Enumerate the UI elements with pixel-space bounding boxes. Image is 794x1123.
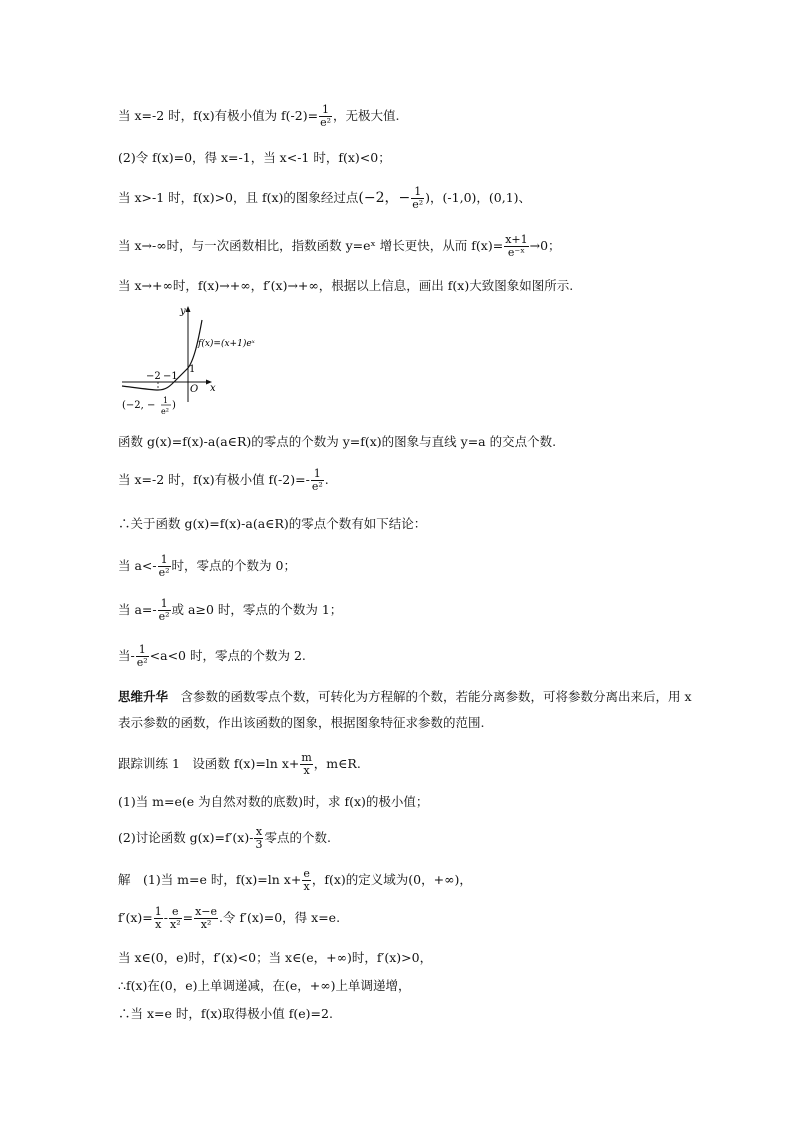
text-line-11: 当- $\frac{1}{\text{e²}}$ <a<0 时，零点的个数为 2. xyxy=(118,643,306,669)
fraction: $\frac{1}{\text{e²}}$ xyxy=(158,553,170,579)
origin-label: O xyxy=(190,384,199,395)
fraction: $\frac{x+1}{\text{e⁻ˣ}}$ xyxy=(505,233,528,259)
point-den: e² xyxy=(161,407,169,416)
fraction: $\frac{e}{x}$ xyxy=(303,867,310,893)
y-axis-arrow xyxy=(186,306,191,312)
fraction: $\frac{x}{3}$ xyxy=(255,825,263,851)
text-line-3: 当 x>-1 时，f(x)>0，且 f(x)的图象经过点(−2，− $\frac{1}{\text{e²}}$ )，(-1,0)，(0,1)、 xyxy=(118,185,532,211)
function-graph xyxy=(118,302,278,420)
text-line-15: (2)讨论函数 g(x)=f′(x)- $\frac{x}{3}$ 零点的个数. xyxy=(118,825,331,851)
text-line-8: ∴关于函数 g(x)=f(x)-a(a∈R)的零点个数有如下结论： xyxy=(118,516,427,531)
fraction: $\frac{m}{x}$ xyxy=(301,751,312,777)
text-line-7: 当 x=-2 时，f(x)有极小值 f(-2)=- $\frac{1}{\text{e²}}$ . xyxy=(118,467,329,493)
text-line-5: 当 x→+∞时，f(x)→+∞，f′(x)→+∞，根据以上信息，画出 f(x)大致图象如图所示. xyxy=(118,278,574,293)
text-line-14: (1)当 m=e(e 为自然对数的底数)时，求 f(x)的极小值； xyxy=(118,794,429,809)
y-label: y xyxy=(180,306,186,317)
text-line-1: 当 x=-2 时，f(x)有极小值为 f(-2)= $\frac{1}{\text{e²}}$ ，无极大值. xyxy=(118,103,400,129)
text-line-20: ∴当 x=e 时，f(x)取得极小值 f(e)=2. xyxy=(118,1006,333,1021)
fraction: $\frac{e}{\text{x²}}$ xyxy=(169,905,181,931)
fraction: $\frac{1}{x}$ xyxy=(154,905,162,931)
text-line-17: f′(x)= $\frac{1}{x}$ - $\frac{e}{\text{x²}}$ = $\frac{x-e}{\text{x²}}$ .令 f′(x)=0，得 x=e. xyxy=(118,905,341,931)
text-line-13: 跟踪训练 1 设函数 f(x)=ln x+ $\frac{m}{x}$ ，m∈R. xyxy=(118,751,361,777)
tick-minus-2: −2 xyxy=(146,371,161,382)
fraction: $\frac{1}{\text{e²}}$ xyxy=(158,597,170,623)
summary-heading: 思维升华 xyxy=(118,689,169,704)
point-label-a: (−2, − xyxy=(122,400,156,411)
point-label-b: ) xyxy=(172,400,176,411)
x-label: x xyxy=(210,383,216,394)
text-line-16: 解 (1)当 m=e 时，f(x)=ln x+ $\frac{e}{x}$ ，f(x)的定义域为(0，+∞)， xyxy=(118,867,472,893)
text-line-2: (2)令 f(x)=0，得 x=-1，当 x<-1 时，f(x)<0； xyxy=(118,150,391,165)
tick-minus-1: −1 xyxy=(163,371,178,382)
text-line-4: 当 x→-∞时，与一次函数相比，指数函数 y=eˣ 增长更快，从而 f(x)= $\frac{x+1}{\text{e⁻ˣ}}$ →0； xyxy=(118,233,561,259)
fraction: $\frac{x-e}{\text{x²}}$ xyxy=(195,905,218,931)
fraction: $\frac{1}{\text{e²}}$ xyxy=(320,103,332,129)
fraction: $\frac{1}{\text{e²}}$ xyxy=(412,185,424,211)
text-line-19: ∴f(x)在(0，e)上单调递减，在(e，+∞)上单调递增， xyxy=(118,978,411,993)
text-line-10: 当 a=- $\frac{1}{\text{e²}}$ 或 a≥0 时，零点的个数为 1； xyxy=(118,597,343,623)
text-line-6: 函数 g(x)=f(x)-a(a∈R)的零点的个数为 y=f(x)的图象与直线 y=a 的交点个数. xyxy=(118,434,557,449)
text-line-9: 当 a<- $\frac{1}{\text{e²}}$ 时，零点的个数为 0； xyxy=(118,553,296,579)
function-curve xyxy=(122,320,202,390)
fraction: $\frac{1}{\text{e²}}$ xyxy=(136,643,148,669)
thinking-summary xyxy=(118,684,698,736)
point-num: 1 xyxy=(163,396,169,405)
function-label: f(x)=(x+1)eˣ xyxy=(198,339,255,349)
tick-1: 1 xyxy=(189,364,196,375)
text-line-18: 当 x∈(0，e)时，f′(x)<0；当 x∈(e，+∞)时，f′(x)>0， xyxy=(118,950,433,965)
fraction: $\frac{1}{\text{e²}}$ xyxy=(311,467,323,493)
summary-body: 含参数的函数零点个数，可转化为方程解的个数，若能分离参数，可将参数分离出来后，用 x 表示参数的函数，作出该函数的图象，根据图象特征求参数的范围. xyxy=(118,689,692,730)
